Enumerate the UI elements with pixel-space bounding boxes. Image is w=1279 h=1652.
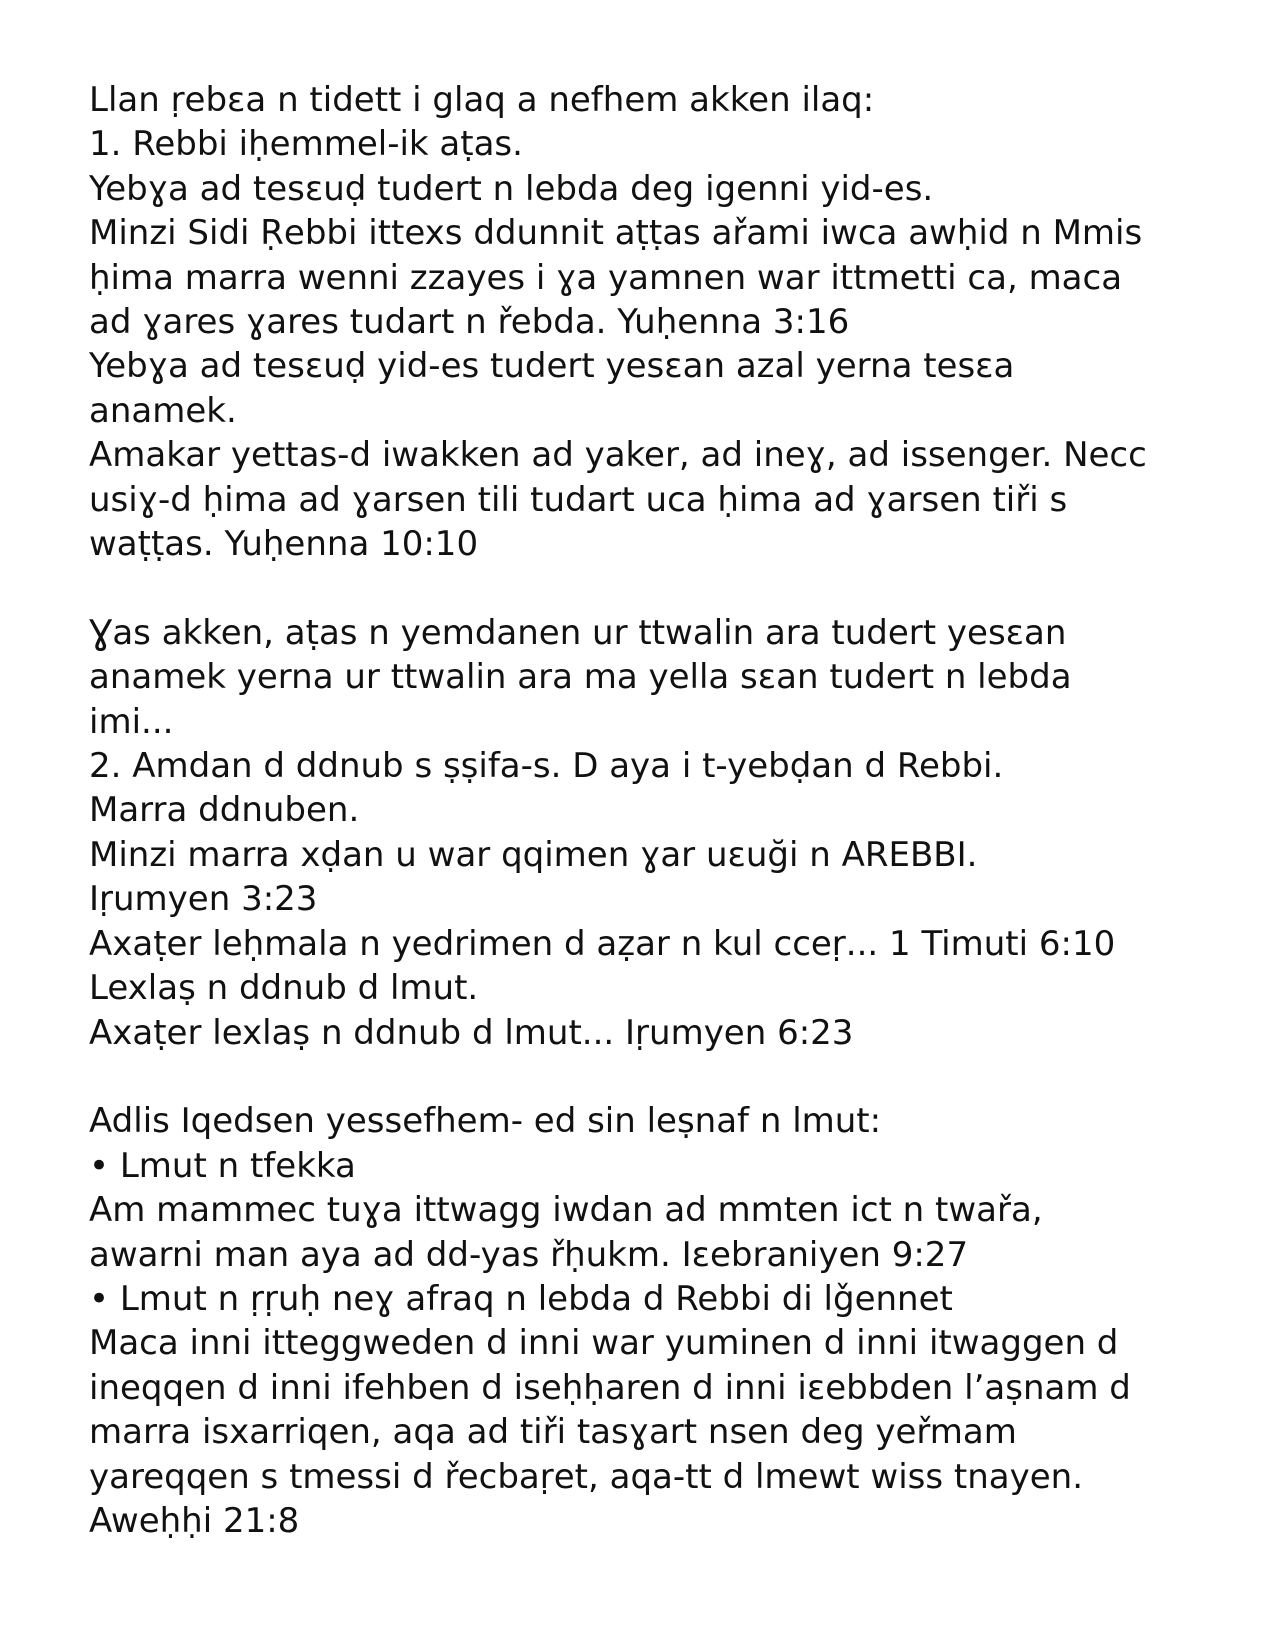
text-line: Amakar yettas-d iwakken ad yaker, ad ineɣ, ad issenger. Necc <box>89 435 1147 476</box>
text-line: ad ɣares ɣares tudart n řebda. Yuḥenna 3:16 <box>89 302 850 343</box>
text-line: Yebɣa ad tesɛuḍ yid-es tudert yesɛan azal yerna tesɛa <box>89 346 1015 387</box>
text-line: Am mammec tuɣa ittwagg iwdan ad mmten ict n twařa, <box>89 1190 1043 1231</box>
text-line: Adlis Iqedsen yessefhem- ed sin leṣnaf n lmut: <box>89 1101 882 1142</box>
text-line: Ɣas akken, aṭas n yemdanen ur ttwalin ara tudert yesɛan <box>89 612 1067 653</box>
blank-line <box>89 1055 1259 1099</box>
text-line: ḥima marra wenni zzayes i ɣa yamnen war ittmetti ca, maca <box>89 257 1123 298</box>
text-line: Lexlaṣ n ddnub d lmut. <box>89 968 479 1009</box>
text-line: waṭṭas. Yuḥenna 10:10 <box>89 524 479 565</box>
text-line: usiɣ-d ḥima ad ɣarsen tili tudart uca ḥima ad ɣarsen tiři s <box>89 479 1068 520</box>
text-line: marra isxarriqen, aqa ad tiři tasɣart nsen deg yeřmam <box>89 1412 1017 1453</box>
bullet-item: • Lmut n tfekka <box>89 1145 356 1186</box>
text-line: anamek. <box>89 390 237 431</box>
text-line: Maca inni itteggweden d inni war yuminen d inni itwaggen d <box>89 1323 1119 1364</box>
text-line: Axaṭer lexlaṣ n ddnub d lmut... Iṛumyen 6:23 <box>89 1012 854 1053</box>
text-line: Minzi marra xḍan u war qqimen ɣar uɛuği n AREBBI. <box>89 834 978 875</box>
document-body <box>89 78 1259 1543</box>
text-line: Aweḥḥi 21:8 <box>89 1500 300 1541</box>
text-line: Iṛumyen 3:23 <box>89 879 318 920</box>
text-line: Minzi Sidi Ṛebbi ittexs ddunnit aṭṭas ařami iwca awḥid n Mmis <box>89 213 1143 254</box>
point-2-heading: 2. Amdan d ddnub s ṣṣifa-s. D aya i t-yebḍan d Rebbi. <box>89 746 1004 787</box>
text-line: Yebɣa ad tesɛuḍ tudert n lebda deg igenni yid-es. <box>89 168 934 209</box>
blank-line <box>89 566 1259 610</box>
text-line: awarni man aya ad dd-yas řḥukm. Iɛebraniyen 9:27 <box>89 1234 969 1275</box>
intro-line: Llan ṛebɛa n tidett i glaq a nefhem akken ilaq: <box>89 80 875 120</box>
bullet-item: • Lmut n ṛṛuḥ neɣ afraq n lebda d Rebbi di lǧennet <box>89 1278 953 1319</box>
text-line: ineqqen d inni ifehben d iseḥḥaren d inni iɛebbden l’aṣnam d <box>89 1367 1131 1408</box>
text-line: anamek yerna ur ttwalin ara ma yella sɛan tudert n lebda <box>89 657 1072 698</box>
text-line: imi... <box>89 701 174 742</box>
text-line: Marra ddnuben. <box>89 790 360 831</box>
text-line: Axaṭer leḥmala n yedrimen d aẓar n kul cceṛ... 1 Timuti 6:10 <box>89 923 1116 964</box>
point-1-heading: 1. Rebbi iḥemmel-ik aṭas. <box>89 124 523 165</box>
text-line: yareqqen s tmessi d řecbaṛet, aqa-tt d lmewt wiss tnayen. <box>89 1456 1084 1497</box>
